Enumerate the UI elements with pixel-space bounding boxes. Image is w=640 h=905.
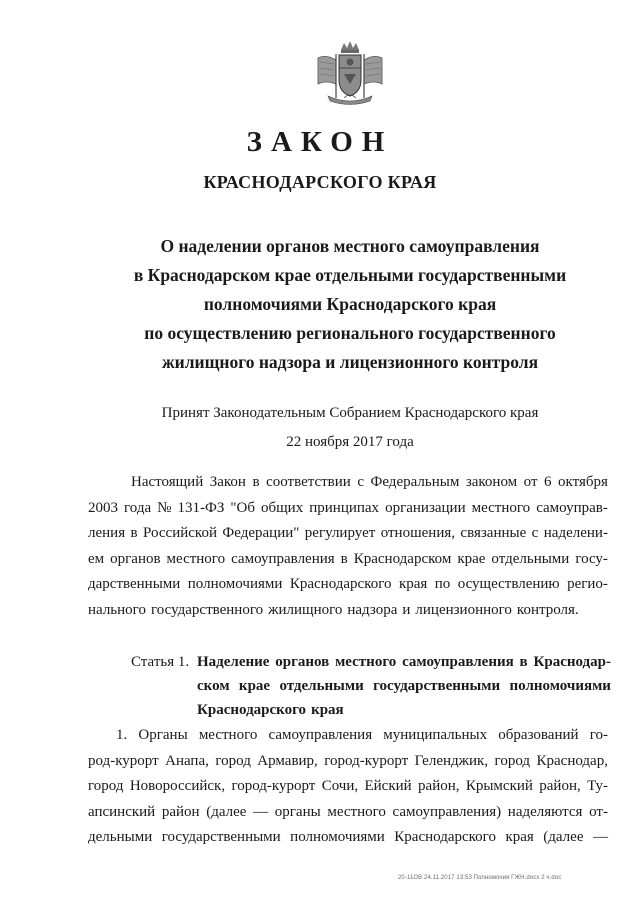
word: (далее	[206, 803, 247, 820]
word: Краснодарского	[394, 829, 496, 846]
word: государственного	[150, 601, 264, 618]
word: самоуправления	[402, 654, 514, 670]
word: соответствии	[266, 474, 351, 490]
word: лицензионного	[415, 601, 512, 618]
word: (далее	[543, 829, 584, 846]
word: Закон	[209, 474, 246, 490]
word: —	[592, 829, 608, 846]
word: город	[88, 778, 124, 795]
text-line	[88, 723, 608, 749]
text-line	[88, 598, 608, 624]
law-subject	[60, 232, 640, 377]
word: Краснодар,	[536, 752, 608, 769]
word: отношения,	[380, 525, 455, 541]
text-line	[88, 572, 608, 598]
word: город	[215, 752, 251, 769]
word: нального	[88, 601, 146, 618]
subject-line: полномочиями Краснодарского края	[203, 294, 497, 314]
word: регио-	[567, 576, 608, 592]
text-line	[88, 521, 608, 547]
word: Ту-	[587, 778, 608, 795]
word: район	[161, 803, 200, 820]
word: надзора	[347, 601, 398, 618]
word: законом	[465, 474, 518, 490]
word: в	[252, 474, 260, 490]
word: с	[531, 525, 539, 541]
word: дарственными	[88, 576, 181, 592]
adoption-date: 22 ноября 2017 года	[286, 434, 414, 450]
word: октября	[558, 474, 608, 490]
word: полномочиями	[509, 678, 611, 694]
word: Крымский	[465, 778, 533, 795]
word: полномочиями	[187, 576, 283, 592]
word: края	[398, 576, 428, 592]
word: город-курорт	[324, 752, 409, 769]
word: государственными	[373, 678, 501, 694]
word: №	[157, 499, 172, 516]
text-line	[88, 470, 608, 496]
word: по	[434, 576, 451, 592]
word: го-	[589, 727, 608, 743]
word: район,	[539, 778, 581, 795]
word: ском	[197, 678, 230, 694]
word: в	[519, 654, 528, 670]
word: общих	[261, 499, 304, 516]
word: местного	[198, 727, 258, 743]
word: Краснодарского	[197, 702, 307, 718]
subject-line: жилищного надзора и лицензионного контроля	[161, 352, 539, 372]
text-line	[197, 650, 611, 674]
word: самоуправления	[231, 550, 335, 567]
word: Настоящий	[131, 474, 204, 490]
word: местного	[335, 654, 397, 670]
text-line	[88, 547, 608, 573]
word: ем	[88, 550, 105, 567]
word: род-курорт	[88, 752, 159, 769]
word: 6	[544, 474, 552, 490]
word: от-	[589, 803, 608, 820]
article-1-paragraph-1	[88, 723, 608, 851]
word: самоуправления)	[392, 803, 502, 820]
text-line	[88, 749, 608, 775]
word: район,	[418, 778, 460, 795]
text-line	[88, 800, 608, 826]
word: Сочи,	[321, 778, 359, 795]
word: 131-ФЗ	[177, 499, 225, 516]
text-line	[197, 674, 611, 698]
coat-of-arms-icon	[314, 40, 386, 108]
word: дельными	[88, 829, 153, 846]
word: края	[505, 829, 534, 846]
word: Наделение	[197, 654, 270, 670]
word: в	[130, 525, 138, 541]
word: самоуправления	[268, 727, 373, 743]
word: принципах	[309, 499, 380, 516]
word: Органы	[138, 727, 188, 743]
word: местного	[471, 499, 531, 516]
word: местного	[166, 550, 226, 567]
word: крае	[238, 678, 271, 694]
word: —	[253, 803, 269, 820]
word: года	[124, 499, 152, 516]
word: город	[494, 752, 531, 769]
adoption-line: Принят Законодательным Собранием Краснодарского края	[161, 405, 539, 421]
adoption-note	[60, 399, 640, 457]
word: жилищного	[268, 601, 343, 618]
word: Краснодар-	[533, 654, 611, 670]
preamble-paragraph	[88, 470, 608, 623]
word: Краснодарского	[289, 576, 392, 592]
word: органы	[274, 803, 321, 820]
word: "Об	[230, 499, 255, 516]
article-label: Статья 1.	[131, 654, 190, 670]
subject-line: О наделении органов местного самоуправления	[160, 236, 540, 256]
word: муниципальных	[383, 727, 488, 743]
word: органов	[110, 550, 161, 567]
word: Российской	[143, 525, 217, 541]
word: отдельными	[491, 550, 570, 567]
word: местного	[327, 803, 386, 820]
word: город-курорт	[231, 778, 316, 795]
subject-line: в Краснодарском крае отдельными государственными	[133, 265, 567, 285]
word: государственными	[161, 829, 281, 846]
word: Анапа,	[165, 752, 209, 769]
word: края	[311, 702, 344, 718]
word: связанные	[460, 525, 527, 541]
law-title: ЗАКОН	[246, 126, 394, 158]
article-title	[197, 650, 611, 722]
word: наделяются	[507, 803, 583, 820]
word: Армавир,	[257, 752, 318, 769]
word: от	[523, 474, 538, 490]
word: регулирует	[304, 525, 376, 541]
text-line	[197, 698, 611, 722]
word: органов	[275, 654, 330, 670]
word: Федеральным	[370, 474, 460, 490]
word: с	[357, 474, 364, 490]
word: полномочиями	[290, 829, 385, 846]
word: осуществлению	[457, 576, 560, 592]
word: образований	[498, 727, 579, 743]
word: организации	[385, 499, 466, 516]
word: Ейский	[364, 778, 412, 795]
word: Краснодарском	[353, 550, 452, 567]
word: наделени-	[543, 525, 608, 541]
word: ления	[88, 525, 126, 541]
word: и	[402, 601, 411, 618]
text-line	[88, 825, 608, 851]
word: самоуправ-	[536, 499, 608, 516]
word: 1.	[116, 727, 128, 743]
word: крае	[457, 550, 486, 567]
word: Новороссийск,	[129, 778, 226, 795]
word: Геленджик,	[414, 752, 489, 769]
file-footer-mark: 20-11ОВ 24.11.2017 13:53 Полномочия ГЖН.docx 2 ч.doc	[398, 875, 562, 881]
word: контроля.	[516, 601, 579, 618]
word: в	[340, 550, 348, 567]
text-line	[88, 496, 608, 522]
word: госу-	[575, 550, 608, 567]
word: отдельными	[279, 678, 364, 694]
region-title: КРАСНОДАРСКОГО КРАЯ	[203, 172, 437, 192]
word: 2003	[88, 499, 118, 516]
subject-line: по осуществлению регионального государственного	[144, 323, 556, 343]
word: апсинский	[88, 803, 156, 820]
word: Федерации"	[222, 525, 300, 541]
text-line	[88, 774, 608, 800]
